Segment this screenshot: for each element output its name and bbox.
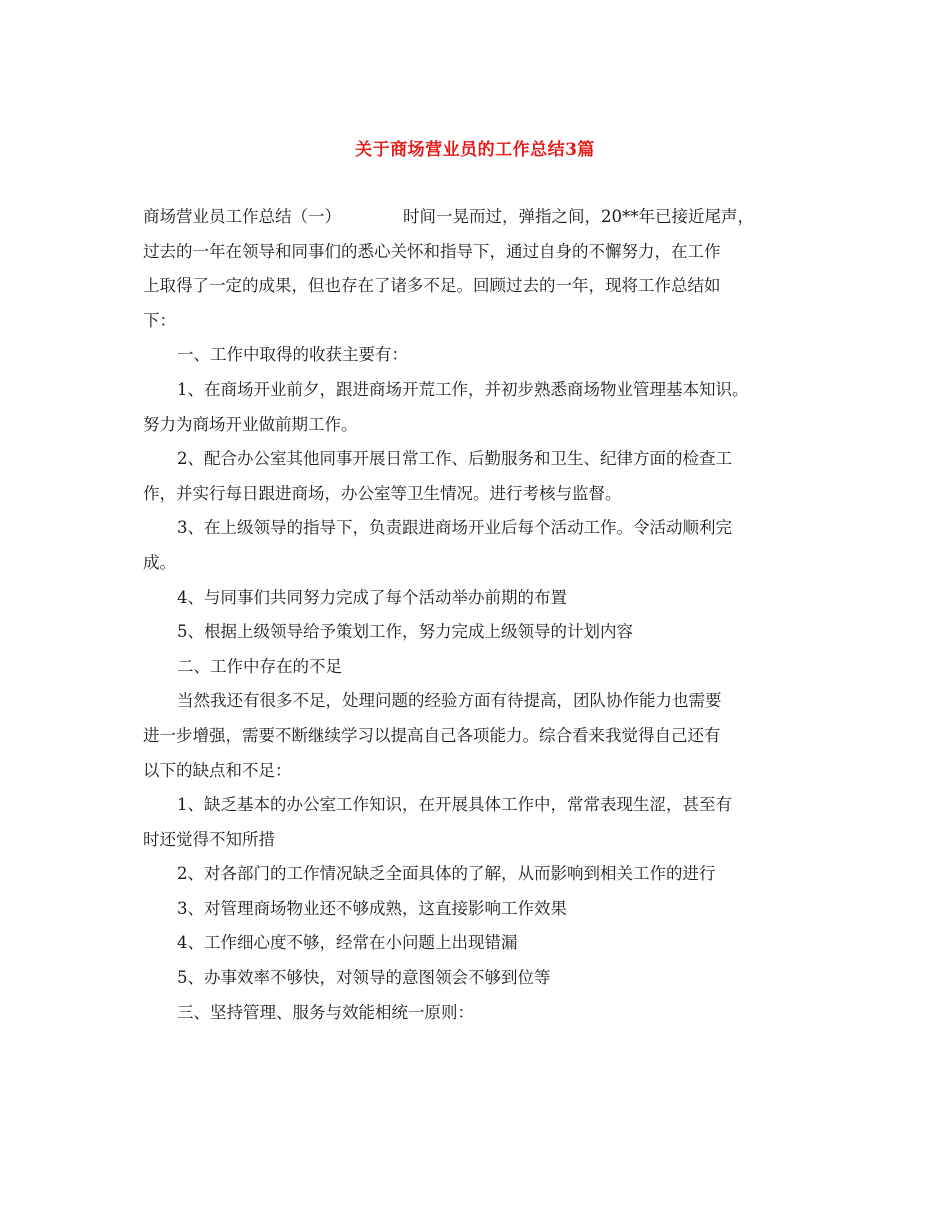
text-line (143, 684, 823, 719)
text-line (143, 754, 823, 789)
line-text: 作，并实行每日跟进商场，办公室等卫生情况。进行考核与监督。 (143, 483, 622, 503)
text-line (143, 442, 823, 477)
text-line (143, 581, 823, 616)
line-text: 时间一晃而过，弹指之间，20**年已接近尾声， (403, 207, 754, 226)
line-text: 努力为商场开业做前期工作。 (143, 414, 358, 434)
text-line (143, 857, 823, 892)
text-line (143, 961, 823, 996)
text-line (143, 304, 823, 339)
line-text: 4、工作细心度不够，经常在小问题上出现错漏 (177, 933, 518, 953)
line-text: 1、在商场开业前夕，跟进商场开荒工作，并初步熟悉商场物业管理基本知识。 (177, 379, 749, 399)
line-text: 进一步增强，需要不断继续学习以提高自己各项能力。综合看来我觉得自己还有 (143, 725, 721, 745)
document-body (143, 200, 823, 1030)
line-text: 3、在上级领导的指导下，负责跟进商场开业后每个活动工作。令活动顺利完 (177, 518, 732, 538)
line-text: 2、对各部门的工作情况缺乏全面具体的了解，从而影响到相关工作的进行 (177, 864, 716, 884)
line-text: 4、与同事们共同努力完成了每个活动举办前期的布置 (177, 587, 567, 607)
text-line (143, 373, 823, 408)
line-text: 3、对管理商场物业还不够成熟，这直接影响工作效果 (177, 898, 567, 918)
line-text: 5、办事效率不够快，对领导的意图领会不够到位等 (177, 968, 551, 988)
text-line (143, 338, 823, 373)
line-text: 一、工作中取得的收获主要有： (177, 345, 408, 365)
text-line (143, 408, 823, 443)
text-line (143, 823, 823, 858)
text-line (143, 511, 823, 546)
line-text: 成。 (143, 552, 176, 572)
text-line (143, 892, 823, 927)
line-text: 时还觉得不知所措 (143, 829, 275, 849)
text-line (143, 546, 823, 581)
line-text: 2、配合办公室其他同事开展日常工作、后勤服务和卫生、纪律方面的检查工 (177, 449, 732, 469)
text-line (143, 926, 823, 961)
line-text: 下： (143, 310, 176, 330)
line-text: 过去的一年在领导和同事们的悉心关怀和指导下，通过自身的不懈努力，在工作 (143, 241, 721, 261)
text-line (143, 200, 823, 235)
line-text: 三、坚持管理、服务与效能相统一原则： (177, 1002, 474, 1022)
line-text: 5、根据上级领导给予策划工作，努力完成上级领导的计划内容 (177, 622, 633, 642)
line-text: 当然我还有很多不足，处理问题的经验方面有待提高，团队协作能力也需要 (177, 691, 722, 711)
text-line (143, 719, 823, 754)
line-text: 以下的缺点和不足： (143, 760, 292, 780)
text-line (143, 477, 823, 512)
document-title: 关于商场营业员的工作总结3篇 (355, 140, 595, 160)
line-text: 1、缺乏基本的办公室工作知识，在开展具体工作中，常常表现生涩，甚至有 (177, 795, 732, 815)
line-text: 上取得了一定的成果，但也存在了诸多不足。回顾过去的一年，现将工作总结如 (143, 276, 721, 296)
text-line (143, 650, 823, 685)
section-heading: 商场营业员工作总结（一） (143, 207, 341, 226)
text-line (143, 235, 823, 270)
text-line (143, 615, 823, 650)
text-line (143, 788, 823, 823)
text-line (143, 269, 823, 304)
text-line (143, 996, 823, 1031)
line-text: 二、工作中存在的不足 (177, 656, 342, 676)
